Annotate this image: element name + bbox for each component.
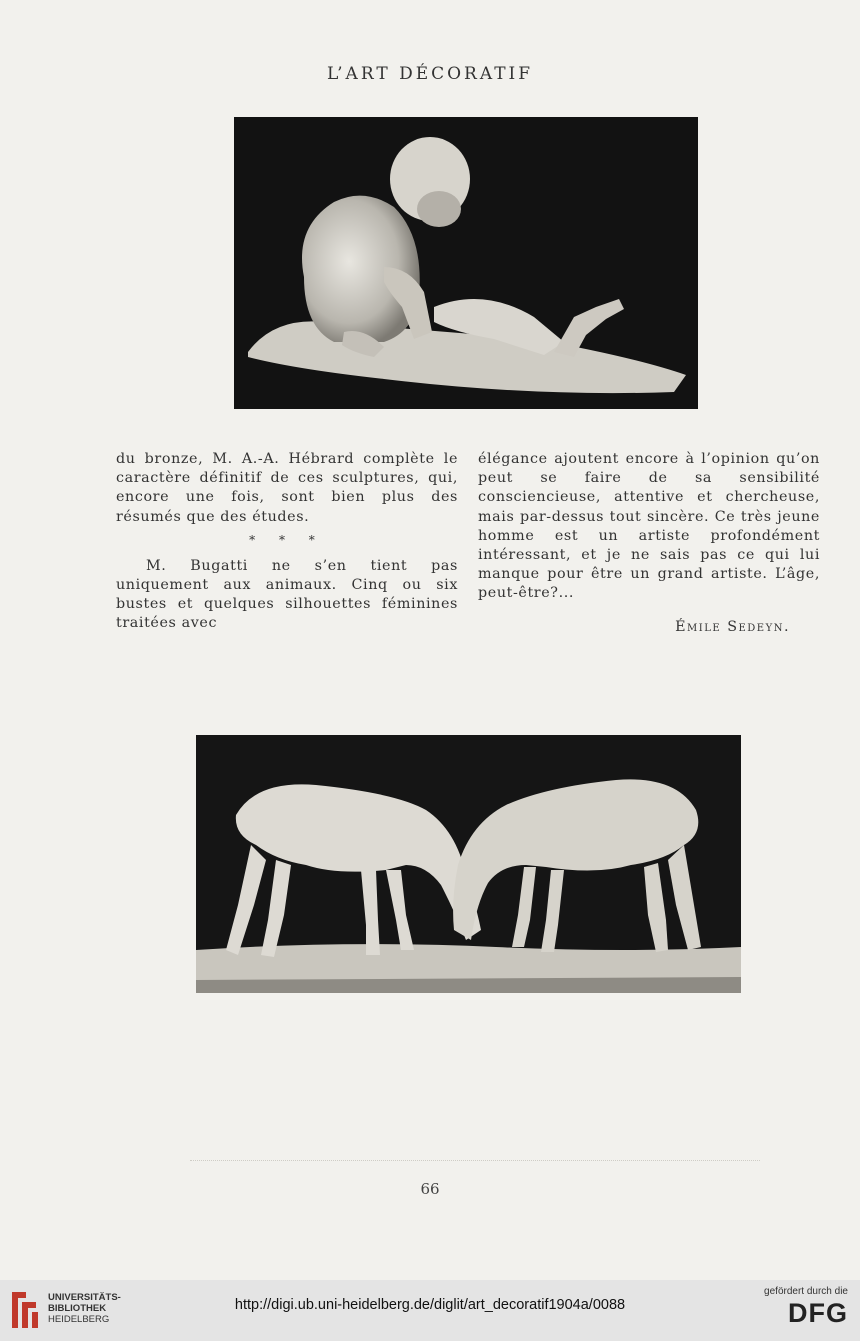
left-paragraph-2: M. Bugatti ne s’en tient pas uniquement aux animaux. Cinq ou six bustes et quelques silhouettes féminines traitées avec	[116, 557, 458, 632]
right-paragraph-1: élégance ajoutent encore à l’opinion qu’on peut se faire de sa sensibilité consciencieuse, attentive et chercheuse, mais par-dessus tout sincère. Ce très jeune homme est un artiste profondément intéressant, et je ne sais pas ce qui lui manque pour être un grand artiste. L’âge, peut-être?...	[478, 451, 820, 602]
bottom-rule	[190, 1160, 760, 1161]
left-column	[116, 450, 458, 634]
dfg-logo: DFG	[788, 1298, 848, 1328]
author-signature: Émile Sedeyn.	[675, 618, 790, 635]
plate-monkey-sculpture	[234, 117, 698, 409]
page-number: 66	[420, 1180, 440, 1198]
library-name-line-1: UNIVERSITÄTS-	[48, 1292, 121, 1303]
right-column	[478, 450, 820, 637]
left-paragraph-1: du bronze, M. A.-A. Hébrard complète le caractère définitif de ces sculptures, qui, encore une fois, sont bien plus des résumés que des études.	[116, 451, 458, 525]
digitization-footer	[0, 1280, 860, 1341]
source-url-link[interactable]: http://digi.ub.uni-heidelberg.de/diglit/art_decoratif1904a/0088	[234, 1297, 626, 1313]
running-title: L’ART DÉCORATIF	[326, 64, 534, 84]
section-asterism: * * *	[249, 532, 325, 547]
plate-donkeys-sculpture	[196, 735, 741, 993]
donkeys-sculpture-image	[196, 735, 741, 993]
funding-credit	[764, 1286, 848, 1329]
library-name-line-3: HEIDELBERG	[48, 1314, 110, 1325]
funded-by-label: gefördert durch die	[764, 1286, 848, 1297]
monkey-sculpture-image	[234, 117, 698, 409]
library-name-line-2: BIBLIOTHEK	[48, 1303, 107, 1314]
